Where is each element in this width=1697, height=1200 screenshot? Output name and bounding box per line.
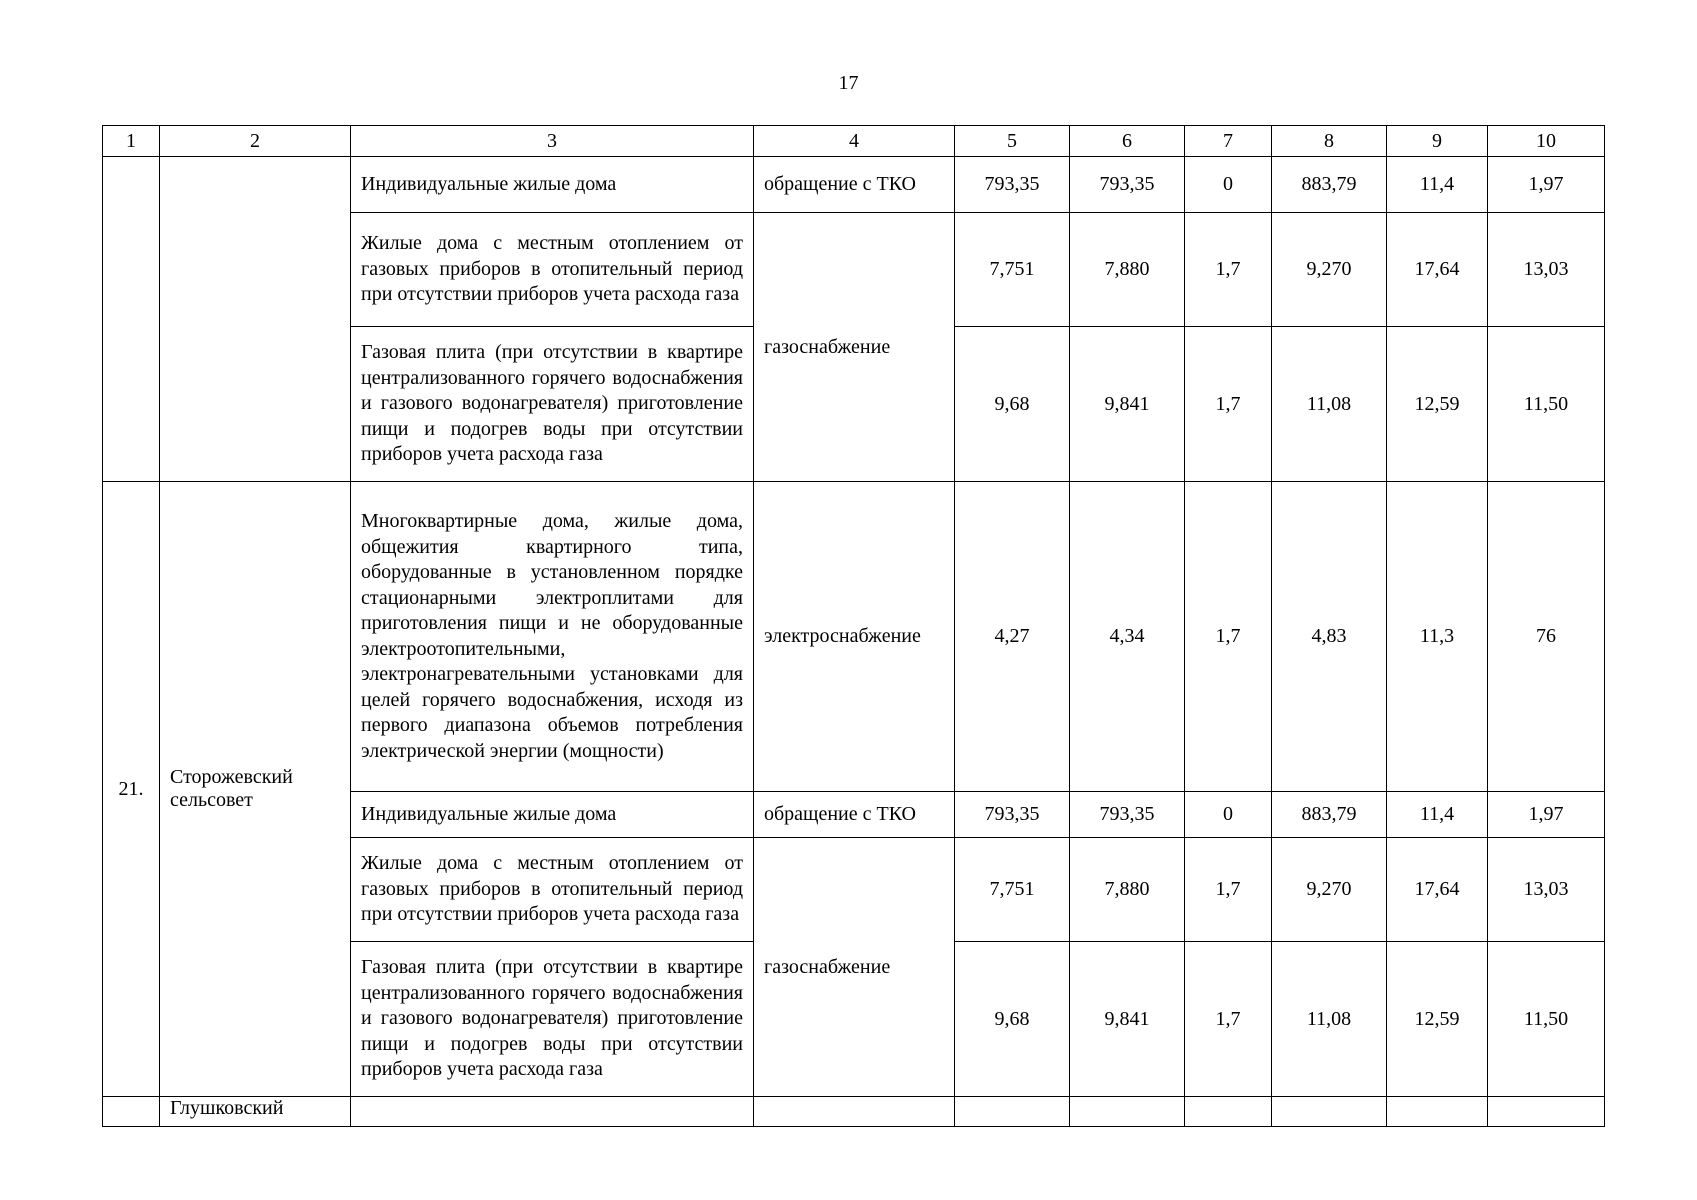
- service-cell: электроснабжение: [754, 482, 955, 792]
- service-cell: [754, 1097, 955, 1127]
- description-cell: [351, 1097, 754, 1127]
- value-cell: 9,68: [955, 327, 1070, 482]
- value-cell: 17,64: [1387, 838, 1488, 942]
- header-cell: 9: [1387, 126, 1488, 157]
- value-cell: 9,68: [955, 942, 1070, 1097]
- value-cell: 9,270: [1272, 213, 1387, 327]
- row-number-cell: [103, 1097, 160, 1127]
- service-cell: газоснабжение: [754, 213, 955, 482]
- header-row: [103, 126, 1605, 157]
- value-cell: 12,59: [1387, 327, 1488, 482]
- description-cell: Жилые дома с местным отоплением от газовых приборов в отопительный период при отсутствии приборов учета расхода газа: [351, 213, 754, 327]
- value-cell: 9,841: [1070, 327, 1185, 482]
- header-cell: 7: [1185, 126, 1272, 157]
- page-number: 17: [838, 72, 859, 94]
- value-cell: 76: [1488, 482, 1605, 792]
- value-cell: 9,270: [1272, 838, 1387, 942]
- value-cell: 1,97: [1488, 157, 1605, 213]
- settlement-cell: [160, 157, 351, 482]
- value-cell: 17,64: [1387, 213, 1488, 327]
- value-cell: 11,3: [1387, 482, 1488, 792]
- value-cell: 13,03: [1488, 838, 1605, 942]
- value-cell: 883,79: [1272, 792, 1387, 838]
- value-cell: 793,35: [1070, 157, 1185, 213]
- value-cell: 11,08: [1272, 942, 1387, 1097]
- value-cell: 793,35: [1070, 792, 1185, 838]
- value-cell: 9,841: [1070, 942, 1185, 1097]
- value-cell: [955, 1097, 1070, 1127]
- value-cell: 7,751: [955, 838, 1070, 942]
- value-cell: 1,97: [1488, 792, 1605, 838]
- value-cell: 4,27: [955, 482, 1070, 792]
- value-cell: 4,34: [1070, 482, 1185, 792]
- value-cell: 11,50: [1488, 327, 1605, 482]
- service-cell: газоснабжение: [754, 838, 955, 1097]
- value-cell: [1272, 1097, 1387, 1127]
- header-cell: 8: [1272, 126, 1387, 157]
- description-cell: Индивидуальные жилые дома: [351, 792, 754, 838]
- tariff-table: [102, 125, 1605, 1127]
- settlement-cell: Сторожевский сельсовет: [160, 482, 351, 1097]
- service-cell: обращение с ТКО: [754, 157, 955, 213]
- value-cell: 1,7: [1185, 213, 1272, 327]
- value-cell: 13,03: [1488, 213, 1605, 327]
- table-row: [103, 157, 1605, 213]
- header-cell: 2: [160, 126, 351, 157]
- table-row: [103, 482, 1605, 792]
- value-cell: [1488, 1097, 1605, 1127]
- service-cell: обращение с ТКО: [754, 792, 955, 838]
- description-cell: Газовая плита (при отсутствии в квартире централизованного горячего водоснабжения и газового водонагревателя) приготовление пищи и подогрев воды при отсутствии приборов учета расхода газа: [351, 942, 754, 1097]
- value-cell: 793,35: [955, 792, 1070, 838]
- value-cell: 1,7: [1185, 942, 1272, 1097]
- row-number-cell: 21.: [103, 482, 160, 1097]
- header-cell: 10: [1488, 126, 1605, 157]
- value-cell: 4,83: [1272, 482, 1387, 792]
- description-cell: Газовая плита (при отсутствии в квартире централизованного горячего водоснабжения и газового водонагревателя) приготовление пищи и подогрев воды при отсутствии приборов учета расхода газа: [351, 327, 754, 482]
- header-cell: 5: [955, 126, 1070, 157]
- value-cell: 1,7: [1185, 838, 1272, 942]
- description-cell: Индивидуальные жилые дома: [351, 157, 754, 213]
- value-cell: 7,751: [955, 213, 1070, 327]
- value-cell: 7,880: [1070, 213, 1185, 327]
- value-cell: 0: [1185, 792, 1272, 838]
- description-cell: Многоквартирные дома, жилые дома, общежития квартирного типа, оборудованные в установленном порядке стационарными электроплитами для приготовления пищи и не оборудованные электроотопительными, электронагревательными установками для целей горячего водоснабжения, исходя из первого диапазона объемов потребления электрической энергии (мощности): [351, 482, 754, 792]
- value-cell: 793,35: [955, 157, 1070, 213]
- table-row: [103, 1097, 1605, 1127]
- value-cell: 12,59: [1387, 942, 1488, 1097]
- value-cell: [1185, 1097, 1272, 1127]
- value-cell: 11,08: [1272, 327, 1387, 482]
- row-number-cell: [103, 157, 160, 482]
- value-cell: [1070, 1097, 1185, 1127]
- value-cell: 11,50: [1488, 942, 1605, 1097]
- value-cell: 0: [1185, 157, 1272, 213]
- settlement-cell: Глушковский: [160, 1097, 351, 1127]
- value-cell: 11,4: [1387, 157, 1488, 213]
- value-cell: 7,880: [1070, 838, 1185, 942]
- header-cell: 4: [754, 126, 955, 157]
- description-cell: Жилые дома с местным отоплением от газовых приборов в отопительный период при отсутствии приборов учета расхода газа: [351, 838, 754, 942]
- value-cell: 1,7: [1185, 327, 1272, 482]
- header-cell: 6: [1070, 126, 1185, 157]
- value-cell: 883,79: [1272, 157, 1387, 213]
- value-cell: 1,7: [1185, 482, 1272, 792]
- value-cell: 11,4: [1387, 792, 1488, 838]
- header-cell: 3: [351, 126, 754, 157]
- header-cell: 1: [103, 126, 160, 157]
- value-cell: [1387, 1097, 1488, 1127]
